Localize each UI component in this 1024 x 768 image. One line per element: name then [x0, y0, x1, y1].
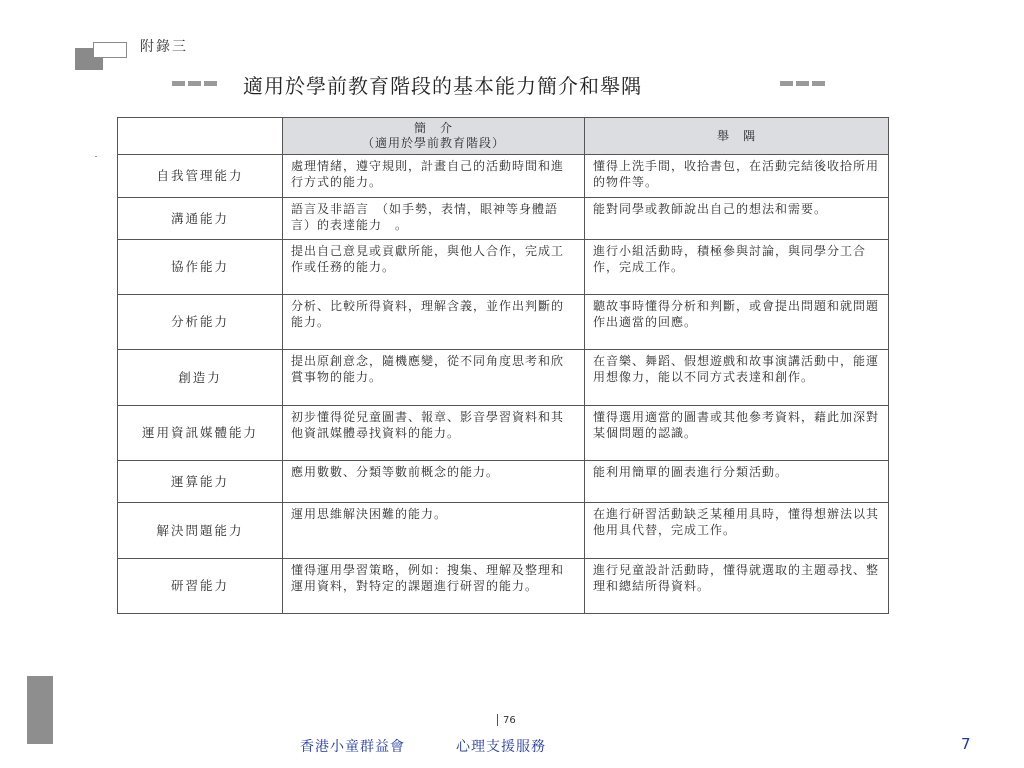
row-category: 協作能力 — [118, 240, 283, 295]
table-row — [118, 155, 889, 198]
header-intro-subtitle: （適用於學前教育階段） — [361, 136, 505, 150]
row-intro: 語言及非語言 （如手勢，表情，眼神等身體語言）的表達能力 。 — [283, 198, 585, 240]
page-title: 適用於學前教育階段的基本能力簡介和舉隅 — [243, 74, 642, 98]
table-row — [118, 240, 889, 295]
abilities-table — [117, 117, 889, 614]
row-example: 能利用簡單的圖表進行分類活動。 — [585, 461, 889, 503]
row-intro: 懂得運用學習策略，例如：搜集、理解及整理和運用資料，對特定的課題進行研習的能力。 — [283, 559, 585, 614]
table-row — [118, 461, 889, 503]
printed-page-number — [497, 714, 516, 726]
row-intro: 分析、比較所得資料，理解含義，並作出判斷的能力。 — [283, 295, 585, 350]
row-intro: 初步懂得從兒童圖書、報章、影音學習資料和其他資訊媒體尋找資料的能力。 — [283, 406, 585, 461]
row-category: 溝通能力 — [118, 198, 283, 240]
left-edge-bar — [27, 676, 53, 744]
header-intro-cell — [283, 118, 585, 155]
margin-tick — [95, 156, 97, 157]
row-category: 分析能力 — [118, 295, 283, 350]
appendix-label: 附錄三 — [140, 39, 188, 55]
page-number-divider — [497, 714, 498, 726]
row-category: 自我管理能力 — [118, 155, 283, 198]
row-category: 運用資訊媒體能力 — [118, 406, 283, 461]
corner-decoration — [75, 42, 130, 70]
title-dash-left — [172, 81, 217, 86]
table-row — [118, 406, 889, 461]
header-blank-cell — [118, 118, 283, 155]
title-dash-right — [780, 81, 825, 86]
table-row — [118, 559, 889, 614]
footer-service: 心理支援服務 — [456, 739, 546, 755]
row-intro: 應用數數、分類等數前概念的能力。 — [283, 461, 585, 503]
row-example: 在音樂、舞蹈、假想遊戲和故事演講活動中，能運用想像力，能以不同方式表達和創作。 — [585, 350, 889, 406]
row-intro: 提出原創意念，隨機應變，從不同角度思考和欣賞事物的能力。 — [283, 350, 585, 406]
table-row — [118, 198, 889, 240]
row-category: 解決問題能力 — [118, 503, 283, 559]
title-row — [170, 70, 830, 100]
table-row — [118, 295, 889, 350]
table-row — [118, 503, 889, 559]
printed-page-number-text: 76 — [503, 715, 516, 726]
row-example: 進行小組活動時，積極參與討論，與同學分工合作，完成工作。 — [585, 240, 889, 295]
header-examples-cell: 舉 隅 — [585, 118, 889, 155]
header-intro-title: 簡 介 — [413, 121, 453, 135]
row-example: 能對同學或教師說出自己的想法和需要。 — [585, 198, 889, 240]
row-example: 聽故事時懂得分析和判斷，或會提出問題和就問題作出適當的回應。 — [585, 295, 889, 350]
row-example: 懂得選用適當的圖書或其他參考資料，藉此加深對某個問題的認識。 — [585, 406, 889, 461]
row-example: 進行兒童設計活動時，懂得就選取的主題尋找、整理和總結所得資料。 — [585, 559, 889, 614]
footer-organization: 香港小童群益會 — [300, 739, 405, 755]
table-row — [118, 350, 889, 406]
row-intro: 運用思維解決困難的能力。 — [283, 503, 585, 559]
row-category: 創造力 — [118, 350, 283, 406]
row-intro: 處理情緒，遵守規則，計畫自己的活動時間和進行方式的能力。 — [283, 155, 585, 198]
row-example: 在進行研習活動缺乏某種用具時，懂得想辦法以其他用具代替，完成工作。 — [585, 503, 889, 559]
row-category: 研習能力 — [118, 559, 283, 614]
row-example: 懂得上洗手間，收拾書包，在活動完結後收拾所用的物件等。 — [585, 155, 889, 198]
row-intro: 提出自己意見或貢獻所能，與他人合作，完成工作或任務的能力。 — [283, 240, 585, 295]
row-category: 運算能力 — [118, 461, 283, 503]
table-header-row — [118, 118, 889, 155]
slide-number: 7 — [961, 735, 971, 753]
